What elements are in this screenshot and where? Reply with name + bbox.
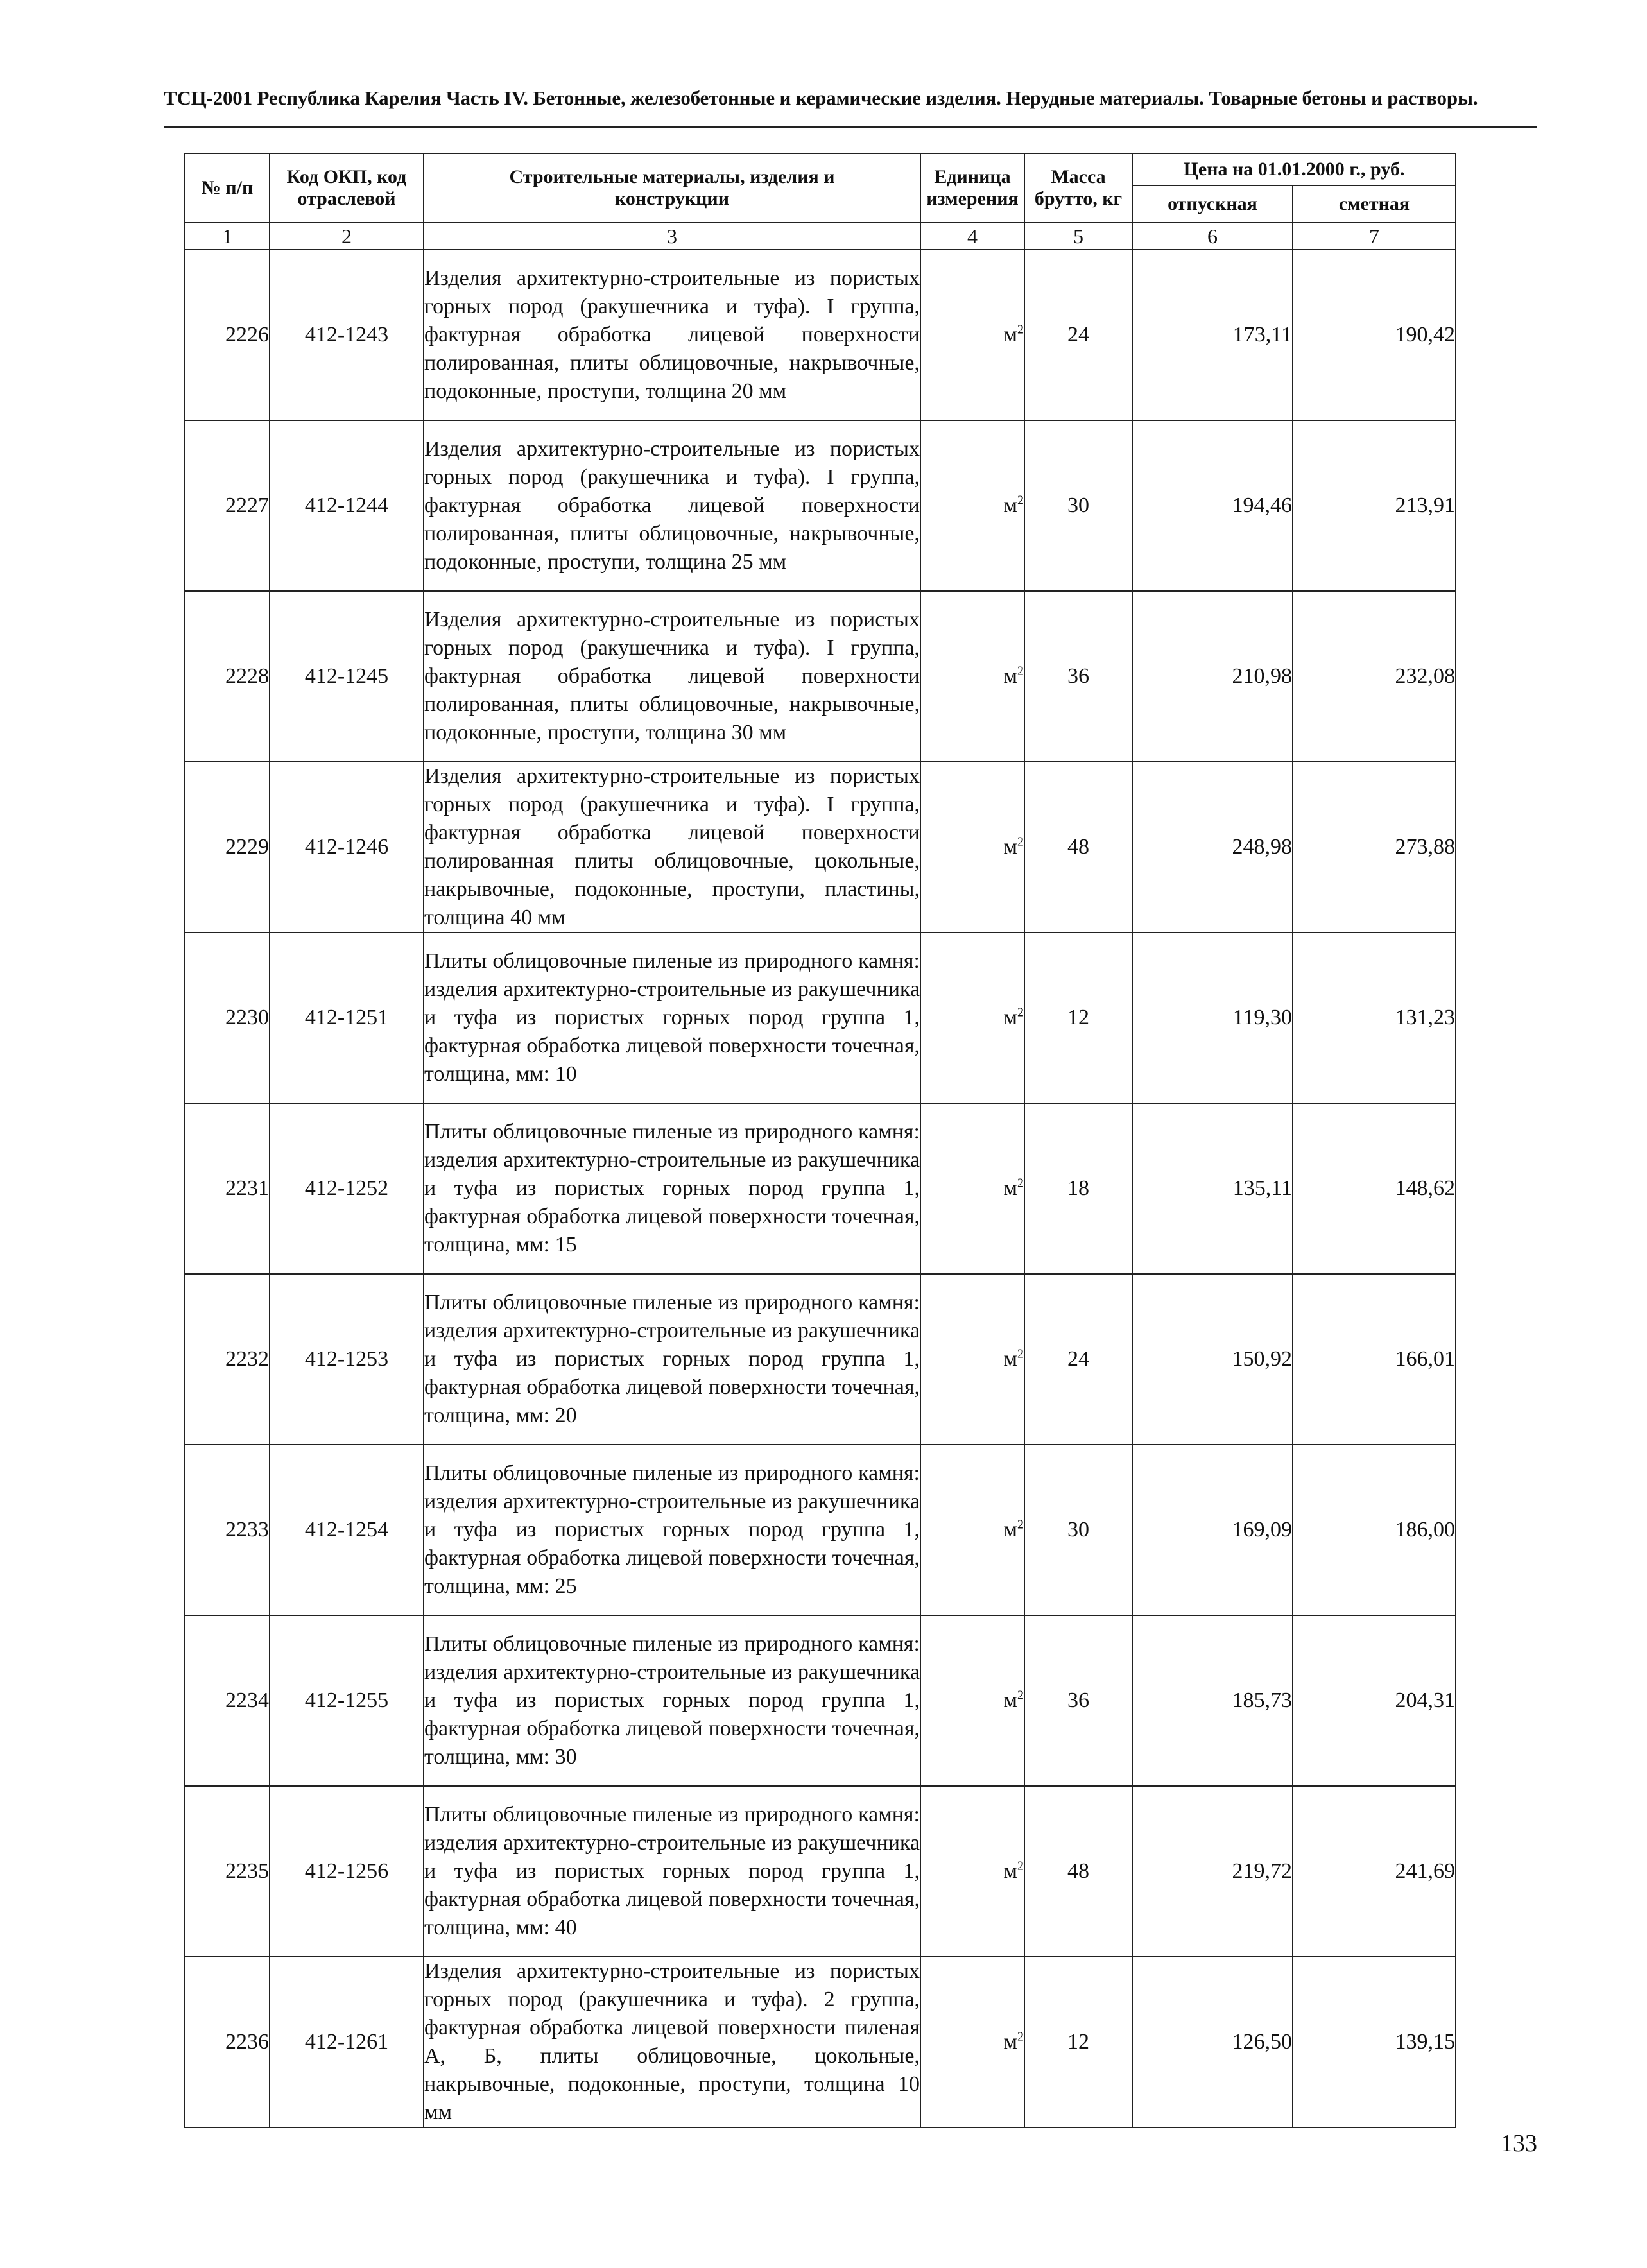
unit-power: 2 <box>1017 834 1024 849</box>
column-number-row <box>185 223 1456 250</box>
column-number: 6 <box>1132 223 1293 250</box>
release-price: 210,98 <box>1132 591 1293 762</box>
estimate-price: 131,23 <box>1293 932 1456 1103</box>
okp-code: 412-1253 <box>270 1274 424 1445</box>
release-price: 219,72 <box>1132 1786 1293 1957</box>
okp-code: 412-1256 <box>270 1786 424 1957</box>
release-price: 248,98 <box>1132 762 1293 932</box>
table-row <box>185 932 1456 1103</box>
estimate-price: 232,08 <box>1293 591 1456 762</box>
unit-base: м <box>1003 323 1017 347</box>
unit-cell <box>920 420 1024 591</box>
unit-power: 2 <box>1017 1346 1024 1361</box>
okp-code: 412-1251 <box>270 932 424 1103</box>
unit-power: 2 <box>1017 1859 1024 1873</box>
material-description: Плиты облицовочные пиленые из природного камня: изделия архитектурно-строительные из ракушечника и туфа из пористых горных пород группа 1, фактурная обработка лицевой поверхности точечная, толщина, мм: 40 <box>424 1786 920 1957</box>
row-number: 2236 <box>185 1957 270 2127</box>
unit-power: 2 <box>1017 664 1024 678</box>
okp-code: 412-1245 <box>270 591 424 762</box>
estimate-price: 204,31 <box>1293 1615 1456 1786</box>
header-release: отпускная <box>1132 185 1293 223</box>
mass-value: 18 <box>1024 1103 1132 1274</box>
unit-base: м <box>1003 2030 1017 2054</box>
row-number: 2234 <box>185 1615 270 1786</box>
estimate-price: 241,69 <box>1293 1786 1456 1957</box>
estimate-price: 273,88 <box>1293 762 1456 932</box>
header-unit: Единица измерения <box>920 153 1024 223</box>
material-description: Плиты облицовочные пиленые из природного камня: изделия архитектурно-строительные из ракушечника и туфа из пористых горных пород группа 1, фактурная обработка лицевой поверхности точечная, толщина, мм: 15 <box>424 1103 920 1274</box>
row-number: 2232 <box>185 1274 270 1445</box>
table-row <box>185 420 1456 591</box>
material-description: Изделия архитектурно-строительные из пористых горных пород (ракушечника и туфа). I группа, фактурная обработка лицевой поверхности полированная, плиты облицовочные, накрывочные, подоконные, проступи, толщина 20 мм <box>424 250 920 420</box>
estimate-price: 186,00 <box>1293 1445 1456 1615</box>
mass-value: 30 <box>1024 1445 1132 1615</box>
unit-base: м <box>1003 1347 1017 1371</box>
unit-base: м <box>1003 664 1017 688</box>
material-description: Плиты облицовочные пиленые из природного камня: изделия архитектурно-строительные из ракушечника и туфа из пористых горных пород группа 1, фактурная обработка лицевой поверхности точечная, толщина, мм: 30 <box>424 1615 920 1786</box>
unit-base: м <box>1003 1688 1017 1712</box>
column-number: 3 <box>424 223 920 250</box>
header-estimate: сметная <box>1293 185 1456 223</box>
row-number: 2228 <box>185 591 270 762</box>
unit-power: 2 <box>1017 2029 1024 2044</box>
unit-base: м <box>1003 494 1017 517</box>
header-material: Строительные материалы, изделия и конструкции <box>424 153 920 223</box>
unit-base: м <box>1003 1006 1017 1029</box>
unit-cell <box>920 1615 1024 1786</box>
table-row <box>185 1615 1456 1786</box>
material-description: Изделия архитектурно-строительные из пористых горных пород (ракушечника и туфа). 2 группа, фактурная обработка лицевой поверхности пиленая А, Б, плиты облицовочные, цокольные, накрывочные, подоконные, проступи, толщина 10 мм <box>424 1957 920 2127</box>
unit-power: 2 <box>1017 322 1024 337</box>
unit-cell <box>920 1957 1024 2127</box>
table-row <box>185 250 1456 420</box>
unit-cell <box>920 1103 1024 1274</box>
release-price: 126,50 <box>1132 1957 1293 2127</box>
row-number: 2233 <box>185 1445 270 1615</box>
mass-value: 30 <box>1024 420 1132 591</box>
column-number: 4 <box>920 223 1024 250</box>
table-row <box>185 762 1456 932</box>
header-okp: Код ОКП, код отраслевой <box>270 153 424 223</box>
unit-power: 2 <box>1017 1005 1024 1020</box>
unit-power: 2 <box>1017 493 1024 508</box>
row-number: 2229 <box>185 762 270 932</box>
mass-value: 48 <box>1024 762 1132 932</box>
table-row <box>185 1103 1456 1274</box>
header-rule <box>164 126 1537 128</box>
page-number: 133 <box>1501 2130 1537 2157</box>
unit-base: м <box>1003 1859 1017 1883</box>
release-price: 119,30 <box>1132 932 1293 1103</box>
mass-value: 36 <box>1024 1615 1132 1786</box>
okp-code: 412-1255 <box>270 1615 424 1786</box>
table-row <box>185 1445 1456 1615</box>
unit-power: 2 <box>1017 1176 1024 1190</box>
running-header: ТСЦ-2001 Республика Карелия Часть IV. Бетонные, железобетонные и керамические изделия. Нерудные материалы. Товарные бетоны и растворы. <box>164 87 1478 109</box>
unit-cell <box>920 591 1024 762</box>
table-row <box>185 591 1456 762</box>
okp-code: 412-1244 <box>270 420 424 591</box>
row-number: 2235 <box>185 1786 270 1957</box>
release-price: 185,73 <box>1132 1615 1293 1786</box>
mass-value: 12 <box>1024 932 1132 1103</box>
release-price: 135,11 <box>1132 1103 1293 1274</box>
unit-power: 2 <box>1017 1517 1024 1532</box>
release-price: 194,46 <box>1132 420 1293 591</box>
unit-cell <box>920 1786 1024 1957</box>
mass-value: 12 <box>1024 1957 1132 2127</box>
column-number: 5 <box>1024 223 1132 250</box>
table-body <box>185 250 1456 2127</box>
mass-value: 48 <box>1024 1786 1132 1957</box>
unit-cell <box>920 932 1024 1103</box>
column-number: 2 <box>270 223 424 250</box>
table-row <box>185 1274 1456 1445</box>
unit-cell <box>920 1274 1024 1445</box>
okp-code: 412-1243 <box>270 250 424 420</box>
row-number: 2226 <box>185 250 270 420</box>
unit-cell <box>920 1445 1024 1615</box>
material-description: Изделия архитектурно-строительные из пористых горных пород (ракушечника и туфа). I группа, фактурная обработка лицевой поверхности полированная плиты облицовочные, цокольные, накрывочные, подоконные, проступи, пластины, толщина 40 мм <box>424 762 920 932</box>
material-description: Плиты облицовочные пиленые из природного камня: изделия архитектурно-строительные из ракушечника и туфа из пористых горных пород группа 1, фактурная обработка лицевой поверхности точечная, толщина, мм: 10 <box>424 932 920 1103</box>
header-mass: Масса брутто, кг <box>1024 153 1132 223</box>
estimate-price: 213,91 <box>1293 420 1456 591</box>
price-table <box>184 153 1456 2128</box>
table-row <box>185 1957 1456 2127</box>
okp-code: 412-1252 <box>270 1103 424 1274</box>
unit-base: м <box>1003 1518 1017 1542</box>
unit-cell <box>920 250 1024 420</box>
okp-code: 412-1246 <box>270 762 424 932</box>
unit-base: м <box>1003 1176 1017 1200</box>
row-number: 2227 <box>185 420 270 591</box>
estimate-price: 148,62 <box>1293 1103 1456 1274</box>
release-price: 169,09 <box>1132 1445 1293 1615</box>
header-price-group: Цена на 01.01.2000 г., руб. <box>1132 153 1456 185</box>
okp-code: 412-1254 <box>270 1445 424 1615</box>
column-number: 7 <box>1293 223 1456 250</box>
header-num: № п/п <box>185 153 270 223</box>
mass-value: 24 <box>1024 1274 1132 1445</box>
okp-code: 412-1261 <box>270 1957 424 2127</box>
row-number: 2231 <box>185 1103 270 1274</box>
estimate-price: 190,42 <box>1293 250 1456 420</box>
mass-value: 36 <box>1024 591 1132 762</box>
estimate-price: 139,15 <box>1293 1957 1456 2127</box>
row-number: 2230 <box>185 932 270 1103</box>
release-price: 150,92 <box>1132 1274 1293 1445</box>
table-row <box>185 1786 1456 1957</box>
material-description: Плиты облицовочные пиленые из природного камня: изделия архитектурно-строительные из ракушечника и туфа из пористых горных пород группа 1, фактурная обработка лицевой поверхности точечная, толщина, мм: 25 <box>424 1445 920 1615</box>
material-description: Изделия архитектурно-строительные из пористых горных пород (ракушечника и туфа). I группа, фактурная обработка лицевой поверхности полированная, плиты облицовочные, накрывочные, подоконные, проступи, толщина 25 мм <box>424 420 920 591</box>
column-number: 1 <box>185 223 270 250</box>
release-price: 173,11 <box>1132 250 1293 420</box>
mass-value: 24 <box>1024 250 1132 420</box>
material-description: Изделия архитектурно-строительные из пористых горных пород (ракушечника и туфа). I группа, фактурная обработка лицевой поверхности полированная, плиты облицовочные, накрывочные, подоконные, проступи, толщина 30 мм <box>424 591 920 762</box>
unit-cell <box>920 762 1024 932</box>
unit-power: 2 <box>1017 1688 1024 1703</box>
unit-base: м <box>1003 835 1017 859</box>
material-description: Плиты облицовочные пиленые из природного камня: изделия архитектурно-строительные из ракушечника и туфа из пористых горных пород группа 1, фактурная обработка лицевой поверхности точечная, толщина, мм: 20 <box>424 1274 920 1445</box>
estimate-price: 166,01 <box>1293 1274 1456 1445</box>
